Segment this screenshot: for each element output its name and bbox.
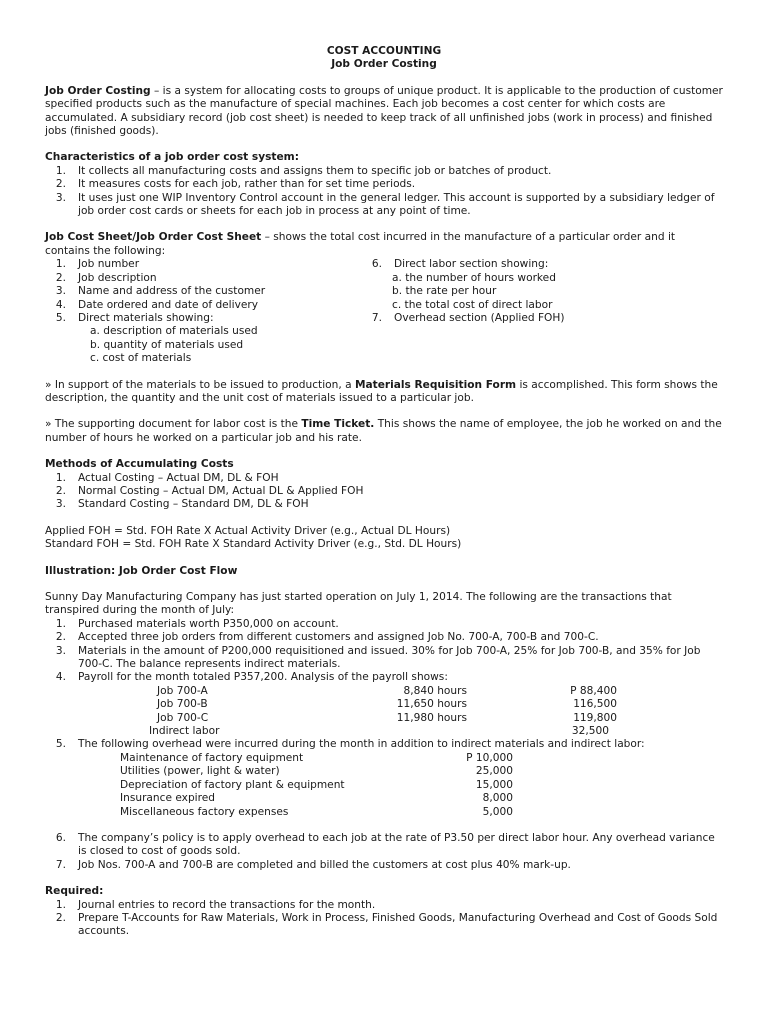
list-text: The following overhead were incurred during the month in addition to indirect materials and indirect labor: bbox=[78, 738, 645, 751]
job-cost-sheet-intro bbox=[45, 231, 723, 258]
overhead-item: Miscellaneous factory expenses bbox=[120, 805, 289, 818]
job-cost-sheet-term: Job Cost Sheet/Job Order Cost Sheet bbox=[45, 231, 262, 244]
list-text: Job description bbox=[78, 271, 157, 284]
overhead-row bbox=[45, 779, 723, 792]
overhead-amount: 15,000 bbox=[475, 778, 513, 791]
list-item bbox=[45, 912, 723, 939]
payroll-row bbox=[45, 685, 723, 698]
overhead-amount: 5,000 bbox=[482, 805, 513, 818]
overhead-item: Maintenance of factory equipment bbox=[120, 751, 304, 764]
list-text: Accepted three job orders from different customers and assigned Job No. 700-A, 700-B and 700-C. bbox=[78, 631, 599, 644]
formulas-section bbox=[45, 525, 723, 552]
list-text: Job Nos. 700-A and 700-B are completed and billed the customers at cost plus 40% mark-up. bbox=[78, 858, 571, 871]
overhead-amount: 8,000 bbox=[482, 792, 513, 805]
list-item bbox=[45, 165, 723, 178]
list-number: 1. bbox=[55, 617, 66, 630]
list-number: 7. bbox=[371, 311, 382, 324]
right-column bbox=[361, 258, 723, 365]
list-text: Materials in the amount of P200,000 requisitioned and issued. 30% for Job 700-A, 25% for Job 700-B, and 35% for Job 700-C. The balance represents indirect materials. bbox=[78, 644, 701, 671]
list-text: Direct labor section showing: bbox=[394, 258, 549, 271]
intro-paragraph bbox=[45, 85, 723, 139]
list-item bbox=[45, 645, 723, 672]
list-text: Actual Costing – Actual DM, DL & FOH bbox=[78, 471, 279, 484]
list-number: 2. bbox=[55, 271, 66, 284]
intro-text: – is a system for allocating costs to groups of unique product. It is applicable to the production of customer specified products such as the manufacture of special machines. Each job becomes a cost center for which costs are accumulated. A subsidiary record (job cost sheet) is needed to keep track of all unfinished jobs (work in process) and finished jobs (finished goods). bbox=[45, 84, 723, 138]
overhead-item: Insurance expired bbox=[120, 792, 215, 805]
list-text: Purchased materials worth P350,000 on account. bbox=[78, 617, 339, 630]
list-text: Overhead section (Applied FOH) bbox=[394, 311, 565, 324]
sub-item: a. the number of hours worked bbox=[392, 271, 556, 284]
list-number: 4. bbox=[55, 298, 66, 311]
list-text: The company’s policy is to apply overhead to each job at the rate of P3.50 per direct labor hour. Any overhead variance is closed to cost of goods sold. bbox=[78, 831, 715, 858]
payroll-job: Job 700-C bbox=[157, 711, 209, 724]
list-text: Standard Costing – Standard DM, DL & FOH bbox=[78, 498, 309, 511]
overhead-item: Depreciation of factory plant & equipment bbox=[120, 778, 345, 791]
list-number: 4. bbox=[55, 671, 66, 684]
mrf-text-post: is accomplished. This form shows the description, the quantity and the unit cost of materials issued to a particular job. bbox=[45, 378, 718, 404]
payroll-job: Job 700-A bbox=[157, 684, 208, 697]
list-item bbox=[45, 285, 361, 298]
overhead-row bbox=[45, 765, 723, 778]
list-item bbox=[45, 178, 723, 191]
list-number: 6. bbox=[55, 831, 66, 844]
payroll-row-indirect bbox=[45, 725, 723, 738]
overhead-row bbox=[45, 792, 723, 805]
sub-item: b. quantity of materials used bbox=[90, 338, 244, 351]
overhead-row bbox=[45, 752, 723, 765]
list-item bbox=[45, 192, 723, 219]
characteristics-section bbox=[45, 151, 723, 218]
list-number: 2. bbox=[55, 911, 66, 924]
list-number: 1. bbox=[55, 258, 66, 271]
formula-line: Standard FOH = Std. FOH Rate X Standard Activity Driver (e.g., Std. DL Hours) bbox=[45, 538, 462, 551]
methods-section bbox=[45, 458, 723, 512]
list-number: 2. bbox=[55, 178, 66, 191]
list-item bbox=[45, 671, 723, 684]
intro-term: Job Order Costing bbox=[45, 84, 151, 97]
time-ticket-text-pre: » The supporting document for labor cost is the bbox=[45, 418, 302, 431]
list-item bbox=[45, 272, 361, 285]
payroll-amount: 32,500 bbox=[571, 725, 609, 738]
list-number: 3. bbox=[55, 644, 66, 657]
required-heading: Required: bbox=[45, 885, 104, 898]
list-text: It measures costs for each job, rather than for set time periods. bbox=[78, 178, 416, 191]
list-text: Name and address of the customer bbox=[78, 285, 266, 298]
list-item bbox=[361, 258, 723, 271]
document-page bbox=[45, 45, 723, 939]
document-title: COST ACCOUNTING bbox=[326, 45, 442, 57]
payroll-hours-empty bbox=[319, 725, 459, 738]
list-number: 2. bbox=[55, 484, 66, 497]
overhead-amount: 25,000 bbox=[475, 765, 513, 778]
left-column bbox=[45, 258, 361, 365]
document-subtitle: Job Order Costing bbox=[331, 58, 437, 71]
list-item bbox=[45, 258, 361, 271]
illustration-heading: Illustration: Job Order Cost Flow bbox=[45, 564, 238, 577]
list-number: 1. bbox=[55, 164, 66, 177]
sub-item: c. cost of materials bbox=[90, 352, 192, 365]
list-number: 6. bbox=[371, 258, 382, 271]
list-item bbox=[45, 485, 723, 498]
list-text: It collects all manufacturing costs and assigns them to specific job or batches of product. bbox=[78, 164, 552, 177]
overhead-row bbox=[45, 806, 723, 819]
overhead-item: Utilities (power, light & water) bbox=[120, 765, 280, 778]
materials-requisition-paragraph bbox=[45, 379, 723, 406]
time-ticket-term: Time Ticket. bbox=[301, 418, 375, 431]
list-text: Payroll for the month totaled P357,200. Analysis of the payroll shows: bbox=[78, 671, 448, 684]
list-text: Date ordered and date of delivery bbox=[78, 298, 258, 311]
illustration-section-continued bbox=[45, 832, 723, 872]
formula-line: Applied FOH = Std. FOH Rate X Actual Activity Driver (e.g., Actual DL Hours) bbox=[45, 524, 451, 537]
list-item bbox=[45, 899, 723, 912]
mrf-term: Materials Requisition Form bbox=[354, 378, 517, 391]
list-number: 1. bbox=[55, 898, 66, 911]
list-item bbox=[45, 631, 723, 644]
list-text: It uses just one WIP Inventory Control account in the general ledger. This account is supported by a subsidiary ledger of job order cost cards or sheets for each job in process at any point of time. bbox=[78, 191, 715, 218]
list-number: 2. bbox=[55, 631, 66, 644]
illustration-section bbox=[45, 591, 723, 819]
job-cost-sheet-columns bbox=[45, 258, 723, 365]
list-item bbox=[361, 312, 723, 325]
illustration-intro: Sunny Day Manufacturing Company has just started operation on July 1, 2014. The following are the transactions that transpired during the month of July: bbox=[45, 591, 672, 617]
required-section bbox=[45, 885, 723, 939]
list-text: Normal Costing – Actual DM, Actual DL & Applied FOH bbox=[78, 484, 364, 497]
payroll-amount: 119,800 bbox=[573, 711, 617, 724]
list-number: 5. bbox=[55, 311, 66, 324]
time-ticket-text-post: This shows the name of employee, the job he worked on and the number of hours he worked on a particular job and his rate. bbox=[45, 418, 722, 444]
list-text: Prepare T-Accounts for Raw Materials, Work in Process, Finished Goods, Manufacturing Overhead and Cost of Goods Sold accounts. bbox=[78, 911, 718, 938]
list-number: 3. bbox=[55, 285, 66, 298]
list-number: 3. bbox=[55, 191, 66, 204]
payroll-job: Job 700-B bbox=[157, 698, 208, 711]
time-ticket-paragraph bbox=[45, 418, 723, 445]
sub-item: a. description of materials used bbox=[90, 325, 258, 338]
list-item bbox=[45, 832, 723, 859]
job-cost-sheet-section bbox=[45, 231, 723, 365]
list-number: 5. bbox=[55, 738, 66, 751]
characteristics-heading: Characteristics of a job order cost system: bbox=[45, 151, 299, 164]
list-text: Direct materials showing: bbox=[78, 311, 214, 324]
overhead-amount: P 10,000 bbox=[466, 751, 513, 764]
list-item bbox=[45, 472, 723, 485]
list-item bbox=[45, 498, 723, 511]
list-item bbox=[45, 859, 723, 872]
payroll-amount: 116,500 bbox=[573, 698, 617, 711]
payroll-row bbox=[45, 712, 723, 725]
payroll-hours: 8,840 hours bbox=[403, 684, 467, 697]
payroll-job: Indirect labor bbox=[149, 725, 220, 738]
list-item bbox=[45, 299, 361, 312]
list-text: Job number bbox=[78, 258, 140, 271]
sub-item: c. the total cost of direct labor bbox=[392, 298, 553, 311]
methods-heading: Methods of Accumulating Costs bbox=[45, 458, 234, 471]
list-number: 3. bbox=[55, 498, 66, 511]
list-text: Journal entries to record the transactions for the month. bbox=[78, 898, 376, 911]
list-item bbox=[45, 738, 723, 751]
payroll-hours: 11,650 hours bbox=[396, 698, 467, 711]
sub-item: b. the rate per hour bbox=[392, 285, 497, 298]
payroll-amount: P 88,400 bbox=[570, 684, 617, 697]
list-number: 7. bbox=[55, 858, 66, 871]
payroll-hours: 11,980 hours bbox=[396, 711, 467, 724]
mrf-text-pre: » In support of the materials to be issued to production, a bbox=[45, 378, 355, 391]
list-number: 1. bbox=[55, 471, 66, 484]
list-item bbox=[45, 618, 723, 631]
list-item bbox=[45, 312, 361, 325]
payroll-row bbox=[45, 698, 723, 711]
job-cost-sheet-text: – shows the total cost incurred in the manufacture of a particular order and it contains the following: bbox=[45, 231, 676, 257]
